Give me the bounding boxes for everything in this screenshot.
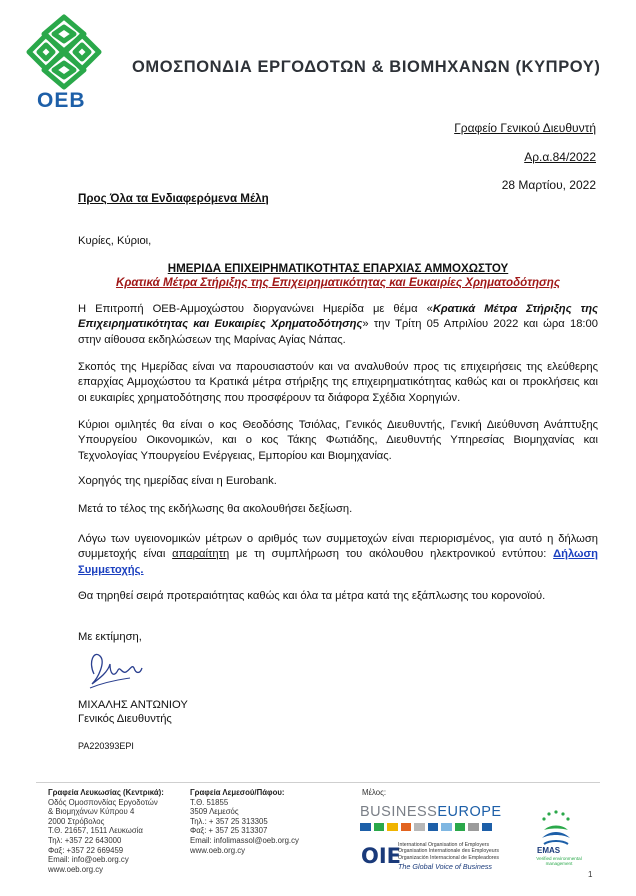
limassol-line: Τ.Θ. 51855 [190, 797, 229, 807]
nicosia-line: & Βιομηχάνων Κύπρου 4 [48, 807, 135, 817]
ioe-line: Organización Internacional de Empleadores [398, 854, 499, 861]
letter-date: 28 Μαρτίου, 2022 [501, 178, 596, 192]
oeb-logo [24, 14, 104, 90]
event-title: ΗΜΕΡΙΔΑ ΕΠΙΧΕΙΡΗΜΑΤΙΚΟΤΗΤΑΣ ΕΠΑΡΧΙΑΣ ΑΜΜΟΧΩΣΤΟΥ [167, 262, 509, 275]
event-subtitle: Κρατικά Μέτρα Στήριξης της Επιχειρηματικότητας και Ευκαιρίες Χρηματοδότησης [115, 276, 561, 289]
intro-text-a: Η Επιτροπή ΟΕΒ-Αμμοχώστου διοργανώνει Ημερίδα με θέμα « [78, 303, 433, 315]
member-label: Μέλος: [362, 788, 387, 797]
registration-required: απαραίτητη [172, 548, 230, 561]
ioe-line: International Organisation of Employers [398, 842, 490, 848]
businesseurope-color-bar [360, 823, 492, 831]
nicosia-line: Τηλ: +357 22 643000 [48, 835, 122, 845]
emas-label: EMAS [537, 846, 561, 855]
footer-nicosia-office [48, 788, 164, 874]
ioe-text [398, 842, 499, 870]
document-code: PA220393EPI [78, 741, 134, 751]
nicosia-line: Email: info@oeb.org.cy [48, 855, 129, 865]
footer-limassol-office [190, 788, 299, 855]
paragraph-registration [78, 532, 598, 578]
salutation: Κυρίες, Κύριοι, [78, 235, 152, 247]
ioe-slogan: The Global Voice of Business [398, 861, 493, 871]
emas-subtitle: Verified environmental management [536, 856, 582, 867]
signer-title: Γενικός Διευθυντής [78, 713, 172, 725]
limassol-line: 3509 Λεμεσός [190, 807, 239, 817]
limassol-line: Φαξ: + 357 25 313307 [190, 826, 268, 836]
ioe-mark: OIE [361, 844, 402, 868]
footer-divider [36, 782, 600, 783]
limassol-line: www.oeb.org.cy [190, 845, 246, 855]
ioe-mark-icon [360, 840, 402, 870]
paragraph-purpose: Σκοπός της Ημερίδας είναι να παρουσιαστούν και να αναλυθούν προς τις επιχειρήσεις της ελεύθερης επαρχίας Αμμοχώστου τα Κρατικά μέτρα στήριξης της επιχειρηματικότητας καθώς και οι προκλήσεις και οι ευκαιρίες χρηματοδότησης που προσφέρουν τα διάφορα Σχέδια Χορηγιών. [78, 361, 598, 404]
nicosia-line: 2000 Στρόβολος [48, 816, 105, 826]
paragraph-reception: Μετά το τέλος της εκδήλωσης θα ακολουθήσει δεξίωση. [78, 503, 353, 515]
nicosia-line: Τ.Θ. 21657, 1511 Λευκωσία [48, 826, 143, 836]
closing: Με εκτίμηση, [78, 631, 142, 643]
limassol-line: Τηλ.: + 357 25 313305 [190, 816, 268, 826]
logo-text: ΟΕΒ [37, 89, 86, 112]
registration-text-a: Λόγω των υγειονομικών μέτρων ο αριθμός των συμμετοχών είναι περιορισμένος, για αυτό η δήλωση συμμετοχής είναι [78, 533, 598, 561]
registration-text-c: με τη συμπλήρωση του ακόλουθου ηλεκτρονικού εντύπου: [229, 548, 554, 561]
office-line: Γραφείο Γενικού Διευθυντή [454, 121, 596, 135]
limassol-heading: Γραφεία Λεμεσού/Πάφου: [190, 788, 285, 797]
paragraph-sponsor: Χορηγός της ημερίδας είναι η Eurobank. [78, 475, 277, 487]
ioe-logo [360, 840, 402, 870]
limassol-line: Email: infolimassol@oeb.org.cy [190, 835, 299, 845]
nicosia-line: www.oeb.org.cy [48, 864, 104, 874]
reference-number: Αρ.α.84/2022 [524, 150, 596, 164]
paragraph-intro [78, 302, 598, 348]
ioe-line: Organisation Internationale des Employeurs [398, 848, 499, 855]
nicosia-line: Οδός Ομοσπονδίας Εργοδοτών [48, 797, 158, 807]
businesseurope-part1: BUSINESS [360, 804, 438, 820]
intro-text-c: » την Τρίτη 05 Απριλίου 2022 και ώρα 18:00 στην αίθουσα εκδηλώσεων της Μαρίνας Αγίας Νάπας. [78, 318, 598, 346]
registration-form-link[interactable]: Δήλωση Συμμετοχής. [78, 548, 598, 576]
signature-scribble-icon [80, 644, 170, 694]
paragraph-speakers: Κύριοι ομιλητές θα είναι ο κος Θεοδόσης Τσιόλας, Γενικός Διευθυντής, Γενική Διεύθυνση Ανάπτυξης Υπουργείου Οικονομικών, και ο κος Τάκης Φωτιάδης, Διευθυντής Υπηρεσίας Βιομηχανίας και Τεχνολογίας Υπουργείου Ενέργειας, Εμπορίου και Βιομηχανίας. [78, 419, 598, 462]
signature [80, 644, 170, 694]
intro-topic: Κρατικά Μέτρα Στήριξης της Επιχειρηματικότητας και Ευκαιρίες Χρηματοδότησης [78, 303, 598, 331]
recipients-line: Προς Όλα τα Ενδιαφερόμενα Μέλη [78, 192, 269, 205]
oeb-knot-icon [24, 14, 104, 90]
organization-name: ΟΜΟΣΠΟΝΔΙΑ ΕΡΓΟΔΟΤΩΝ & ΒΙΟΜΗΧΑΝΩΝ (ΚΥΠΡΟΥ) [132, 58, 601, 76]
businesseurope-logo [360, 804, 502, 820]
businesseurope-part2: EUROPE [437, 804, 502, 820]
page-number: 1 [588, 870, 593, 879]
paragraph-priority: Θα τηρηθεί σειρά προτεραιότητας καθώς και όλα τα μέτρα κατά της εξάπλωσης του κορονοϊού. [78, 590, 546, 602]
nicosia-line: Φαξ: +357 22 669459 [48, 845, 124, 855]
nicosia-heading: Γραφεία Λευκωσίας (Κεντρικά): [48, 788, 164, 797]
signer-name: ΜΙΧΑΛΗΣ ΑΝΤΩΝΙΟΥ [78, 699, 188, 711]
